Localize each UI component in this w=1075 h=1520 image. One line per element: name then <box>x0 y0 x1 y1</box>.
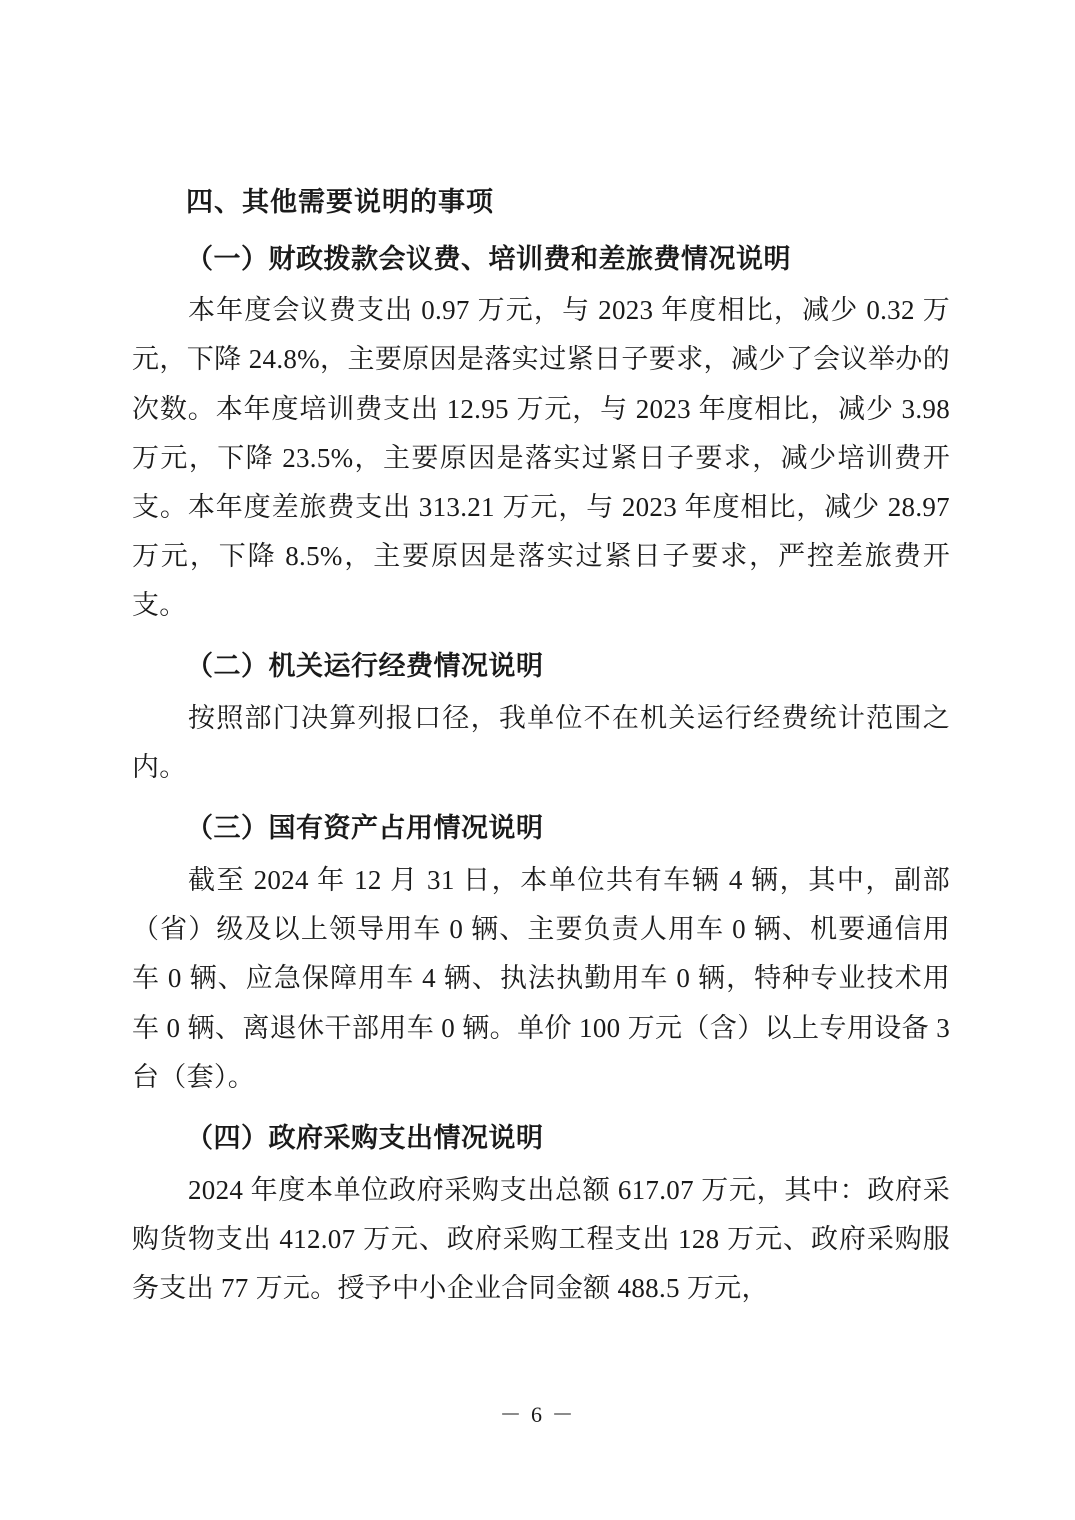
subsection-body-3: 截至 2024 年 12 月 31 日，本单位共有车辆 4 辆，其中，副部（省）级及以上领导用车 0 辆、主要负责人用车 0 辆、机要通信用车 0 辆、应急保障用车 4 辆、执法执勤用车 0 辆，特种专业技术用车 0 辆、离退休干部用车 0 辆。单价 100 万元（含）以上专用设备 3 台（套）。 <box>132 865 950 1092</box>
page-content <box>132 182 950 1317</box>
subsection-heading-2: （二）机关运行经费情况说明 <box>186 651 544 682</box>
page-number: － 6 － <box>499 1402 576 1427</box>
subsection-heading-4: （四）政府采购支出情况说明 <box>186 1122 544 1153</box>
subsection-body-1: 本年度会议费支出 0.97 万元，与 2023 年度相比，减少 0.32 万元，下降 24.8%，主要原因是落实过紧日子要求，减少了会议举办的次数。本年度培训费支出 12.95 万元，与 2023 年度相比，减少 3.98 万元，下降 23.5%，主要原因是落实过紧日子要求，减少培训费开支。本年度差旅费支出 313.21 万元，与 2023 年度相比，减少 28.97 万元，下降 8.5%，主要原因是落实过紧日子要求，严控差旅费开支。 <box>132 295 950 621</box>
section-heading: 四、其他需要说明的事项 <box>186 187 494 217</box>
subsection-body-2: 按照部门决算列报口径，我单位不在机关运行经费统计范围之内。 <box>132 703 950 783</box>
subsection-heading-1: （一）财政拨款会议费、培训费和差旅费情况说明 <box>186 243 791 274</box>
subsection-heading-3: （三）国有资产占用情况说明 <box>186 813 544 844</box>
subsection-body-4: 2024 年度本单位政府采购支出总额 617.07 万元，其中：政府采购货物支出 412.07 万元、政府采购工程支出 128 万元、政府采购服务支出 77 万元。授予中小企业合同金额 488.5 万元， <box>132 1174 950 1303</box>
